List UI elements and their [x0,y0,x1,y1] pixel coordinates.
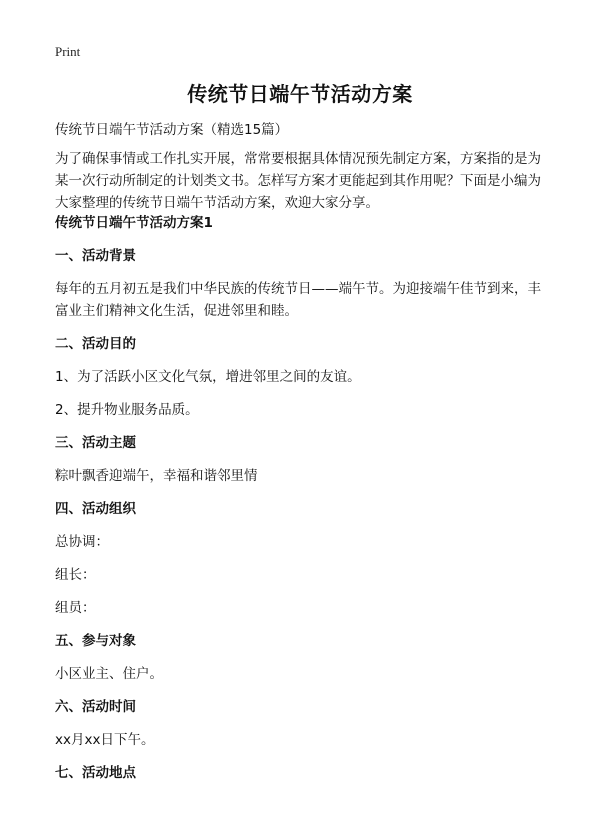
section-heading-organization: 四、活动组织 [55,501,136,517]
theme-paragraph: 粽叶飘香迎端午，幸福和谐邻里情 [55,468,258,484]
document-body [55,212,550,784]
section-heading-participants: 五、参与对象 [55,633,136,649]
intro-paragraph: 为了确保事情或工作扎实开展，常常要根据具体情况预先制定方案，方案指的是为某一次行动所制定的计划类文书。怎样写方案才更能起到其作用呢？下面是小编为大家整理的传统节日端午节活动方案，欢迎大家分享。 [55,151,541,211]
section-heading-location: 七、活动地点 [55,765,136,781]
section-heading-theme: 三、活动主题 [55,435,136,451]
participants-paragraph: 小区业主、住户。 [55,666,163,682]
time-paragraph: xx月xx日下午。 [55,732,155,748]
org-leader: 组长： [55,567,96,583]
org-members: 组员： [55,600,96,616]
plan-heading: 传统节日端午节活动方案1 [55,215,213,231]
print-label: Print [55,44,81,59]
document-title: 传统节日端午节活动方案 [187,82,413,106]
document-subtitle: 传统节日端午节活动方案（精选15篇） [55,122,289,138]
purpose-item-1: 1、为了活跃小区文化气氛，增进邻里之间的友谊。 [55,369,361,385]
section-heading-purpose: 二、活动目的 [55,336,136,352]
section-heading-background: 一、活动背景 [55,248,136,264]
background-paragraph: 每年的五月初五是我们中华民族的传统节日——端午节。为迎接端午佳节到来，丰富业主们精神文化生活，促进邻里和睦。 [55,281,541,319]
section-heading-time: 六、活动时间 [55,699,136,715]
org-coordinator: 总协调： [55,534,109,550]
purpose-item-2: 2、提升物业服务品质。 [55,402,199,418]
